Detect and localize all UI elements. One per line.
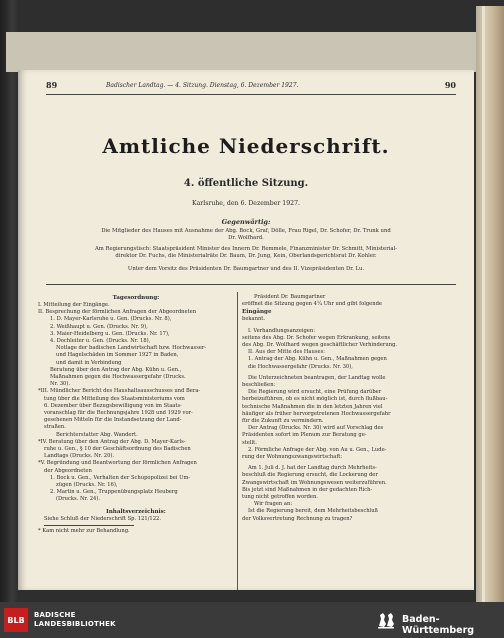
page-fore-edge — [476, 6, 504, 602]
page-title: Amtliche Niederschrift. — [102, 134, 390, 158]
footnote-rule — [44, 525, 134, 526]
column-divider — [237, 292, 238, 590]
document-page — [18, 70, 474, 590]
present-line: Dr. Wolfhard. — [228, 235, 264, 242]
text-line: tung über die Mitteilung des Staatsministeriums vom — [44, 395, 185, 402]
text-line: seitens des Abg. Dr. Schofer wegen Erkrankung, seitens — [242, 334, 391, 341]
text-line: gesehenen Mitteln für die Instandsetzung der Land- — [44, 417, 182, 424]
text-line: bekannt. — [242, 316, 266, 323]
text-line: *IV. Beratung über den Antrag der Abg. D. Mayer-Karls- — [38, 438, 186, 445]
text-line: und damit in Verbindung — [56, 359, 122, 366]
text-line: straßen. — [44, 424, 66, 431]
text-line: herbeizuführen, ob es nicht möglich ist, durch flußbau- — [242, 396, 388, 403]
blb-logo: BLB — [4, 608, 28, 632]
section-heading: Tagesordnung: — [112, 295, 160, 301]
text-line: stellt. — [242, 439, 257, 446]
footer-bar — [0, 602, 504, 638]
blb-name — [34, 611, 116, 629]
text-line: 1. D. Mayer-Karlsruhe u. Gen. (Drucks. Nr. 8), — [50, 316, 172, 323]
text-line: Notlage der badischen Landwirtschaft bzw. Hochwasser- — [56, 345, 207, 352]
text-line: 4. Dochleiter u. Gen. (Drucks. Nr. 18), — [50, 338, 151, 345]
text-line: der Abgeordneten — [44, 467, 92, 474]
text-line: des Abg. Dr. Wolfhard wegen geschäftlicher Verhinderung. — [242, 342, 398, 349]
bw-name: Baden-Württemberg — [402, 614, 475, 636]
text-line: 1. Antrag der Abg. Kühn u. Gen., Maßnahmen gegen — [248, 356, 387, 363]
place-date: Karlsruhe, den 6. Dezember 1927. — [191, 200, 301, 207]
agenda-column — [38, 294, 234, 535]
text-line: Die Regierung wird ersucht, eine Prüfung darüber — [248, 389, 382, 396]
text-line: I. Verhandlungsanzeigen: — [248, 327, 315, 334]
present-heading: Gegenwärtig: — [221, 218, 271, 226]
text-line: Beratung über den Antrag der Abg. Kühn u. Gen., — [50, 366, 182, 373]
text-line: II. Aus der Mitte des Hauses: — [248, 349, 325, 356]
present-paragraph — [32, 228, 460, 243]
text-line: zügen (Drucks. Nr. 16), — [56, 482, 118, 489]
lion-coat-of-arms-icon — [376, 610, 396, 630]
running-header — [36, 78, 466, 92]
text-line: Berichterstatter Abg. Wandert. — [56, 431, 138, 438]
text-line: 1. Bock u. Gen., Verhalten der Schupopolizei bei Um- — [50, 474, 191, 481]
text-line: Landtags (Drucks. Nr. 20). — [44, 453, 115, 460]
text-line: *III. Mündlicher Bericht des Haushaltsausschusses und Bera- — [38, 388, 201, 395]
text-line: Der Antrag (Drucks. Nr. 30) wird auf Vorschlag des — [248, 425, 384, 432]
text-line: Maßnahmen gegen die Hochwassergefahr (Drucks. — [50, 374, 186, 381]
text-line: *V. Begründung und Beantwortung der förmlichen Anfragen — [38, 460, 197, 467]
text-line: Am 1. Juli d. J. hat der Landtag durch Mehrheits- — [248, 465, 377, 472]
text-line: 2. Förmliche Anfrage der Abg. von Au u. Gen., Lude- — [248, 446, 387, 453]
text-line: 2. Martin u. Gen., Truppenübungsplatz Heuberg — [50, 489, 178, 496]
text-line: Präsident Dr. Baumgartner — [254, 294, 326, 300]
header-rule — [46, 94, 456, 95]
running-head-text: Badischer Landtag. — 4. Sitzung. Dienstag, 6. Dezember 1927. — [106, 82, 299, 89]
page-stack-top — [6, 32, 476, 72]
government-line: direktor Dr. Fuchs, die Ministerialräte Dr. Baum, Dr. Jung, Kein, Oberlandsgerichtsrat Dr. Kohler. — [115, 253, 377, 260]
text-line: Präsidenten sofort im Plenum zur Beratung ge- — [242, 432, 367, 439]
text-line: rung der Wohnungszwangswirtschaft: — [242, 454, 343, 461]
text-line: * Kam nicht mehr zur Behandlung. — [38, 527, 130, 534]
text-line: I. Mitteilung der Eingänge. — [38, 302, 110, 308]
text-line: 2. Weißhaupt u. Gen. (Drucks. Nr. 9), — [50, 323, 148, 330]
text-line: II. Besprechung der förmlichen Anfragen der Abgeordneten — [38, 309, 197, 316]
page-number-right: 90 — [444, 80, 456, 90]
text-line: die Hochwassergefahr (Drucks. Nr. 30), — [248, 363, 353, 370]
section-heading: Inhaltsverzeichnis: — [106, 508, 166, 515]
text-line: Zwangswirtschaft im Wohnungswesen weiterzuführen. — [242, 479, 387, 486]
section-heading: Eingänge — [242, 309, 272, 316]
text-line: der Volksvertretung Rechnung zu tragen? — [242, 515, 353, 522]
text-line: Wir fragen an: — [254, 501, 293, 508]
text-line: Die Unterzeichneten beantragen, der Landtag wolle — [248, 374, 386, 381]
text-line: 3. Maier-Heidelberg u. Gen. (Drucks. Nr. 17), — [50, 330, 170, 337]
text-line: Ist die Regierung bereit, dem Mehrheitsbeschluß — [248, 508, 379, 515]
page-number-left: 89 — [46, 80, 58, 90]
presiding-paragraph: Unter dem Vorsitz des Präsidenten Dr. Baumgartner und des II. Vizepräsidenten Dr. Lu. — [127, 266, 365, 272]
text-line: Siehe Schluß der Niederschrift Sp. 121/122. — [44, 515, 161, 522]
text-line: ruhe u. Gen., § 10 der Geschäftsordnung des Badischen — [44, 446, 191, 453]
text-line: beschluß die Regierung ersucht, die Lockerung der — [242, 472, 378, 479]
government-line: Am Regierungstisch: Staatspräsident Minister des Innern Dr. Remmele, Finanzminister Dr. Schmitt, Ministerial- — [94, 246, 398, 252]
text-line: für die Zukunft zu vermindern. — [242, 418, 324, 425]
proceedings-column — [242, 294, 456, 523]
session-subtitle: 4. öffentliche Sitzung. — [183, 178, 309, 189]
text-line: häufiger als früher hervorgetretenen Hochwassergefahr — [242, 410, 391, 417]
text-line: (Drucks. Nr. 24). — [56, 496, 101, 503]
blb-name-line: BADISCHE — [34, 611, 76, 619]
present-line: Die Mitglieder des Hauses mit Ausnahme der Abg. Bock, Graf, Dölle, Frau Rigel, Dr. Schofer, Dr. Trunk und — [101, 228, 391, 234]
text-line: technische Maßnahmen die in den letzten Jahren viel — [242, 403, 383, 410]
text-line: tung nicht getroffen worden. — [242, 494, 318, 501]
blb-name-line: LANDESBIBLIOTHEK — [34, 620, 116, 628]
text-line: eröffnet die Sitzung gegen 4¼ Uhr und gibt folgende — [242, 301, 382, 308]
text-line: beschließen: — [242, 382, 276, 389]
text-line: und Hagelschäden im Sommer 1927 in Baden, — [56, 352, 179, 359]
text-line: Nr. 30). — [50, 381, 71, 388]
text-line: voranschlag für die Rechnungsjahre 1928 und 1929 vor- — [44, 410, 193, 417]
text-line: Bis jetzt sind Maßnahmen in der gedachten Rich- — [242, 486, 373, 493]
text-line: 6. Dezember über Bezugsbewilligung von im Staats- — [44, 402, 182, 409]
section-rule — [46, 284, 456, 285]
government-paragraph — [32, 246, 460, 261]
